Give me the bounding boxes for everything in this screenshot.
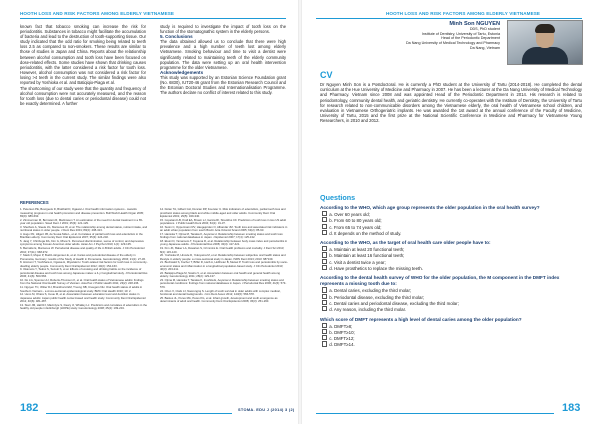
question-spacer	[320, 348, 582, 352]
author-name: Minh Son NGUYEN	[449, 21, 500, 27]
author-affiliation-4: Da Nang, Vietnam	[469, 45, 500, 50]
checkbox-icon[interactable]	[322, 217, 327, 222]
reference-item: 6. Bernabé E, Marcenes W. Periodontal disease and quality of life in British adults. J Clin Periodontol 2010; 37(11): 968-972.	[20, 246, 145, 254]
references-heading: REFERENCES	[20, 200, 49, 205]
answer-option-label: b. DMFT≥10;	[329, 329, 355, 335]
reference-item: 8. Hirotomi T, Yoshihara A, Ogawa H, Miyazaki H. Tooth-related risk factors for tooth loss in community-dwelling elderly people. Community Dent Oral Epidemiol 2012; 40(2): 154-163.	[20, 260, 148, 268]
journal-footer: STOMA. EDU J (2014) 3 (2)	[238, 407, 295, 412]
reference-item: 18. Ekuni D, Yamamoto T, Koyama R, et al. Relationship between body mass index and periodontitis in young Japanese adults. J Periodontal Res 2008; 43(4): 417-421.	[160, 238, 288, 247]
questions-heading: Questions	[320, 193, 356, 202]
checkbox-icon[interactable]	[322, 323, 327, 328]
author-block	[360, 21, 500, 51]
reference-item: 25. Bastos JL, Peres MA, Peres KG, et al. Infant growth, development and tooth emergence as determinants of adult oral health. Community Dent Oral Epidemiol 2008; 36(3): 251-260.	[160, 295, 278, 304]
answer-option-label: c. From 65 to 74 years old;	[329, 224, 382, 230]
left-page-number: 182	[20, 402, 39, 414]
checkbox-icon[interactable]	[322, 329, 327, 334]
author-degree: DDS, PhD student	[469, 27, 500, 31]
acknowledgements-text: This study was supported by an Estonian Science Foundation grant (No. 6830), IUT20-46 grant from the Estonian Research Council and the Estonian Doctoral Studies and Internationalisation Programme. The authors declare no conflict of interest related to this study.	[160, 74, 286, 96]
author-photo-hair	[535, 24, 555, 33]
left-header-rule	[20, 18, 286, 19]
answer-option-label: a. Maintain at least 20 functional teeth;	[329, 247, 405, 253]
left-footer-rule	[46, 413, 232, 414]
page-gutter	[298, 0, 302, 424]
conclusions-heading: 5. Conclusions	[160, 34, 193, 40]
reference-item: 5. Jang Y, Chiriboga DA, Kim G, Rhew S. Perceived discrimination, sense of control, and depressive symptoms among Korean American older adults. Asian Am J Psychol 2010; 1(2): 129-135.	[20, 238, 144, 247]
reference-item: 15. Copeland LB, Krall EA, Brown LJ, Garcia RI, Streckfus CF. Predictors of tooth loss in two US adult populations. J Public Health Dent 2004; 64(1): 31-37.	[160, 217, 287, 226]
reference-item: 24. Chen X, Clark JJ, Naorungroj S. Length of tooth survival in older adults with complex medical, functional and dental backgrounds. J Am Dent Assoc 2012; 143(6): 566-578.	[160, 288, 281, 297]
checkbox-icon[interactable]	[322, 246, 327, 251]
checkbox-icon[interactable]	[322, 230, 327, 235]
checkbox-icon[interactable]	[322, 224, 327, 229]
references-column-1	[20, 208, 148, 398]
checkbox-icon[interactable]	[322, 300, 327, 305]
checkbox-icon[interactable]	[322, 265, 327, 270]
author-affiliation-2: Head of the Periodontic Department	[441, 36, 500, 41]
left-running-head: HOOTH LOSS AND RISK FACTORS AMONG ELDERLY VIETNAMESE	[20, 11, 175, 16]
checkbox-icon[interactable]	[322, 287, 327, 292]
col2-paragraph-1: study is required to investigate the impact of tooth loss on the function of the stomatognathic system in the elderly persons.	[160, 24, 286, 35]
answer-option-label: a. Over 60 years old;	[329, 211, 370, 217]
question-text: According to the WHO, which age group represents the older population in the oral health survey?	[320, 205, 540, 210]
checkbox-icon[interactable]	[322, 259, 327, 264]
checkbox-icon[interactable]	[322, 335, 327, 340]
reference-item: 10. Do LG, Spencer AJ, Roberts-Thomson K, et al. Oral health status of Vietnamese adults: findings from the National Oral Health Survey of Vietnam. Asia Pac J Public Health 2011; 23(2): 228-236.	[20, 277, 144, 286]
reference-item: 22. Batiqiqio-Piaga M, Scalco V, et al. Association between oral health and general health among elderly. Gerodontology 2011; 28(2): 129-137.	[160, 270, 280, 279]
reference-item: 23. Ojima M, Hanioka T, Tanaka K, Inoshita E, Aoyama H. Relationship between smoking status and periodontal conditions: findings from national databases in Japan. J Periodontal Res 2006; 41(6): 573-579.	[160, 277, 287, 290]
author-photo-body	[522, 47, 568, 64]
left-column-2	[160, 24, 286, 194]
conclusions-text: The data obtained allowed us to conclude that there were high prevalence and a high number of teeth lost among elderly Vietnamese. Smoking behaviour and time to visit a dentist were significantly related to maintaining teeth of the elderly community population. The data were setting up an oral health intervention programme for the older Vietnamese.	[160, 39, 286, 70]
reference-item: 2. Zimmerman M, Bornstein R, Martinsson T. An estimation of the need for dental treatment in a 65-year old population. Swed Dent J 2001; 25(3): 121-129.	[20, 217, 143, 226]
answer-option-label: b. Periodontal disease, excluding the third molar;	[329, 294, 425, 300]
right-footer-rule	[316, 413, 554, 414]
cv-text: Dr Nguyen Minh Son is a Postdoctoral. He is currently a PhD student at the University of Tartu (2014-2018). He completed the dental curriculum at the Hue University of Medicine and Pharmacy in 2007. He has been a lecturer at the Da Nang University of Medical Technology and Pharmacy. Vietnam since 2008 and was appointed Head of the Periodontic Department in 2014. His research is related to periodontology, community dental health, and geriatric dentistry. He currently co-operates with the Institute of Dentistry, the University of Tartu for research related to non-communicable disorders among the Vietnamese elderly, the oral health of Vietnamese school children, and evaluation in Vietnamese Orthogeriatric implants. He was awarded the 1st award at the annual conference of the Faculty of Medicine, University of Tartu, 2015 and the first prize at the National Scientific Conference in Medicine and Pharmacy for Vietnamese Young Researchers, in 2010 and 2012.	[320, 82, 582, 124]
answer-option-label: d. Have prosthetics to replace the missing teeth.	[329, 265, 423, 271]
reference-item: 1. Petersen PE, Bourgeois D, Bratthall D, Ogawa H. Oral health information systems - towards measuring progress in oral health promotion and disease prevention. Bull World Health Organ 2005; 83(9): 686-693.	[20, 208, 144, 219]
cv-heading: CV	[320, 70, 333, 80]
answer-option-label: b. From 60 to 80 years old;	[329, 218, 382, 224]
checkbox-icon[interactable]	[322, 294, 327, 299]
checkbox-icon[interactable]	[322, 252, 327, 257]
question-text: According to the dental health survey of WHO for the older population, the M component in the DMFT index represents a missing tooth due to:	[320, 275, 560, 287]
col1-paragraph-2: The shortcoming of our study were that the quantity and frequency of alcohol consumption were not accurately measured, and the reason for tooth loss (due to dental caries or periodontal disease) could not be exactly determined. A further	[20, 86, 146, 107]
answer-option-label: c. Dental caries and periodontal disease, excluding the third molar;	[329, 300, 459, 306]
reference-item: 4. Hugo FN, Hilgert JB, de Sousa Mda L, et al. Correlates of partial tooth loss and edentulism in the Brazilian elderly. Community Dent Oral Epidemiol 2007; 35(3): 224-232.	[20, 231, 143, 240]
question-text: According to the WHO, as the target of oral health care older people have to:	[320, 240, 491, 246]
checkbox-icon[interactable]	[322, 306, 327, 311]
questions-list	[320, 205, 582, 352]
col1-paragraph-1: known fact that tobacco smoking can increase the risk for periodontitis. Substances in tobacco might facilitate the accumulation of bacteria and lead to the destruction of tooth-supporting tissue. Our study indicated that the odd ratio for smoking being related to teeth loss 2.5 as compared to non-smokers. These results are similar to those of studies in Japan and China. Reports about the relationship between alcohol consumption and tooth loss have been focused on dose-related effects. Some studies have shown that drinking causes periodontitis, with the latter considered a risk factor for tooth loss. However, alcohol consumption was not considered a risk factor for losing >4 teeth in the current study. The similar findings were also reported by Yoshioka et al. and Batiqiqio-Piaga et al.	[20, 24, 146, 86]
reference-item: 13. Starr JM, Hall RJ, Macintyre S, Deary IJ, Whalley LJ. Predictors and correlates of edentulism in the healthy old people in Edinburgh (HOPE) study. Gerodontology 2008; 25(4): 199-204.	[20, 302, 147, 311]
checkbox-icon[interactable]	[322, 211, 327, 216]
answer-option-label: c. Visit a dentist twice a year;	[329, 259, 386, 265]
author-affiliation-3: Da Nang University of Medical Technology and Pharmacy	[405, 41, 500, 46]
reference-item: 14. Dolan TA, Gilbert GH, Duncan RP, Foerster U. Risk indicators of edentulism, partial tooth loss and prosthetic status among black and white middle-aged and older adults. Community Dent Oral Epidemiol 2001; 29(5): 329-340.	[160, 208, 286, 219]
reference-item: 12. Ueno M, Ohara S, Inoue M, et al. Association between education level and dentition status in Japanese adults: Japan public health center-based oral health study. Community Dent Oral Epidemiol 2012; 40(6): 481-487.	[20, 292, 146, 304]
answer-option-label: d. Any reason, including the third molar.	[329, 307, 407, 313]
reference-item: 20. Yoshioka M, Hinode D, Yokoyama M, et al. Relationship between subjective oral health status and lifestyle in elderly people: a cross-sectional study in Japan. ISRN Dent 2013; 2013: 687139.	[160, 253, 286, 261]
reference-item: 11. Nguyen TC, Witter DJ, Bronkhorst EM, Truong NB, Creugers NH. Oral health status of adults in Southern Vietnam - a cross-sectional epidemiological study. BMC Oral Health 2010; 10: 2.	[20, 285, 143, 293]
reference-item: 21. Buchwald S, Kocher T, Biffar R, Harb A, Holtfreter B, Meisel P. Tooth loss and periodontitis by socio-economic status and inflammation in a longitudinal population-based study. J Clin Periodontol 2013; 40(3): 203-211.	[160, 260, 288, 272]
answer-option-label: c. DMFT≥12;	[329, 336, 355, 342]
reference-item: 7. Mack F, Mojon P, Budtz-Jørgensen E, et al. Caries and periodontal disease of the elderly in Pomerania, Germany: results of the Study of Health in Pomerania. Gerodontology 2004; 21(1): 27-36.	[20, 253, 146, 261]
answer-option-label: b. Maintain at least 16 functional teeth;	[329, 253, 405, 259]
left-column-1	[20, 24, 146, 194]
right-page-number: 183	[562, 402, 581, 414]
references-column-2	[160, 208, 288, 398]
right-running-head: HOOTH LOSS AND RISK FACTORS AMONG ELDERLY VIETNAMESE	[386, 11, 541, 16]
checkbox-icon[interactable]	[322, 341, 327, 346]
reference-item: 16. Susin C, Oppermann RV, Haugejorden O, Albandar JM. Tooth loss and associated risk indicators in an adult urban population from south Brazil. Acta Odontol Scand 2005; 63(2): 85-93.	[160, 224, 288, 233]
answer-option-label: a. DMFT≥8;	[329, 323, 353, 329]
answer-option-label: a. Dental caries, excluding the third molar;	[329, 288, 412, 294]
answer-option-label: d. It depends on the method of study.	[329, 230, 402, 236]
acknowledgements-heading: Acknowledgements	[160, 69, 204, 75]
reference-item: 3. Sheiham A, Steele JG, Marcenes W, et al. The relationship among dental status, nutrient intake, and nutritional status in older people. J Dent Res 2001; 80(2): 408-413.	[20, 224, 148, 233]
right-header-rule	[316, 18, 582, 19]
author-photo	[507, 20, 583, 65]
answer-option-label: d. DMFT≥14.	[329, 342, 355, 348]
author-affiliation-1: Institute of Dentistry, University of Tartu, Estonia	[421, 31, 500, 36]
reference-item: 9. Okamoto Y, Tsuboi S, Suzuki S, et al. Effects of smoking and drinking habits on the incidence of periodontal disease and tooth loss among Japanese males: a 4-yr longitudinal study. J Periodontal Res 2006; 41(6): 560-566.	[20, 267, 148, 279]
reference-item: 17. Hanioka T, Ojima M, Tanaka K, Aoyama H. Relationship between smoking status and tooth loss: findings from national databases in Japan. J Epidemiol 2007; 17(4): 125-132.	[160, 231, 284, 240]
question-text: Which score of DMFT represents a high level of dental caries among the older population?	[320, 316, 522, 322]
reference-item: 19. Kim JK, Baker LA, Davarian S, Crimmins E. Oral health problems and mortality. J Dent Sci 2013; 8(2): 115-120.	[160, 246, 285, 254]
